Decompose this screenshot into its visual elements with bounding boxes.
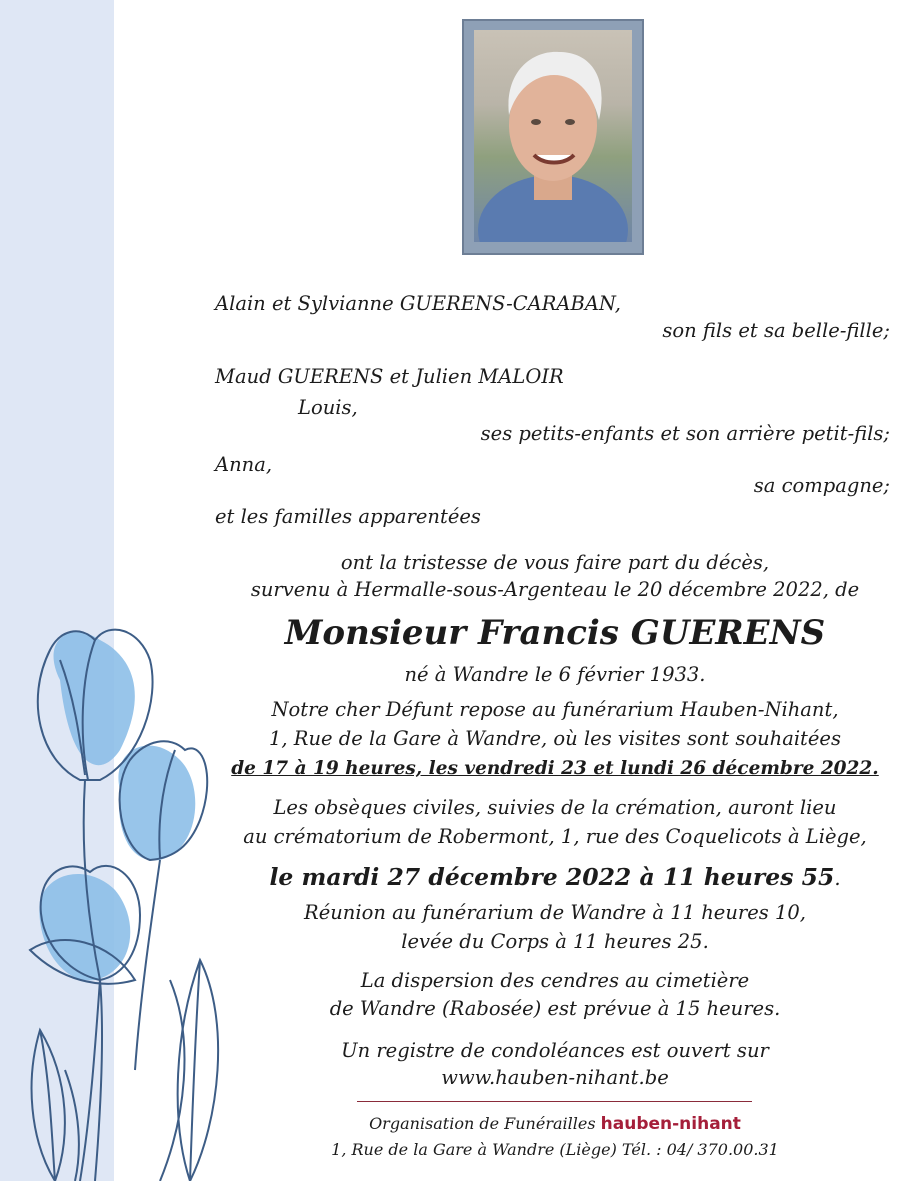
- ceremony-line-1: Les obsèques civiles, suivies de la crémation, auront lieu: [273, 796, 837, 819]
- dispersion-line-1: La dispersion des cendres au cimetière: [360, 969, 750, 992]
- footer-address: 1, Rue de la Gare à Wandre (Liège) Tél. : 04/ 370.00.31: [331, 1140, 779, 1159]
- family-line-1: Alain et Sylvianne GUERENS-CARABAN,: [215, 292, 621, 315]
- visits-line-2: 1, Rue de la Gare à Wandre, où les visites sont souhaitées: [269, 727, 841, 750]
- family-line-7: sa compagne;: [753, 474, 890, 497]
- ceremony-date-dot: .: [834, 867, 841, 890]
- family-line-4: Louis,: [298, 396, 358, 419]
- ceremony-line-4: levée du Corps à 11 heures 25.: [401, 930, 709, 953]
- family-line-8: et les familles apparentées: [215, 505, 481, 528]
- ceremony-date: [215, 865, 895, 891]
- stem-mid: [135, 860, 160, 1070]
- deceased-name: Monsieur Francis GUERENS: [284, 613, 826, 653]
- ceremony-line-2: au crématorium de Robermont, 1, rue des Coquelicots à Liège,: [243, 825, 867, 848]
- visits-line-1: Notre cher Défunt repose au funérarium Hauben-Nihant,: [271, 698, 839, 721]
- portrait-photo: [474, 30, 632, 242]
- family-line-2: son fils et sa belle-fille;: [662, 319, 890, 342]
- leaf-left-vein: [40, 1030, 55, 1181]
- announcement-line-2: survenu à Hermalle-sous-Argenteau le 20 décembre 2022, de: [250, 578, 860, 601]
- dispersion-line-2: de Wandre (Rabosée) est prévue à 15 heures.: [329, 997, 781, 1020]
- leaf-right-vein: [190, 960, 200, 1181]
- portrait-frame: [462, 19, 644, 255]
- register-line-1: Un registre de condoléances est ouvert sur: [341, 1039, 769, 1062]
- family-line-6: Anna,: [215, 453, 273, 476]
- family-line-3: Maud GUERENS et Julien MALOIR: [215, 365, 564, 388]
- family-line-5: ses petits-enfants et son arrière petit-fils;: [480, 422, 890, 445]
- footer-divider: [357, 1101, 752, 1102]
- leaf-right-2: [160, 980, 184, 1181]
- flower-low-petal-fill: [39, 874, 130, 980]
- birth-info: né à Wandre le 6 février 1933.: [404, 663, 706, 686]
- flower-top-petal-fill: [54, 632, 135, 765]
- portrait-figure: [474, 30, 632, 242]
- register-url[interactable]: www.hauben-nihant.be: [441, 1066, 669, 1089]
- visiting-hours: de 17 à 19 heures, les vendredi 23 et lundi 26 décembre 2022.: [231, 758, 879, 779]
- ceremony-date-text: le mardi 27 décembre 2022 à 11 heures 55: [269, 863, 835, 891]
- footer-org: [215, 1112, 895, 1136]
- brand-logo: hauben-nihant: [600, 1114, 741, 1134]
- footer-org-prefix: Organisation de Funérailles: [369, 1114, 596, 1133]
- announcement-line-1: ont la tristesse de vous faire part du décès,: [340, 551, 770, 574]
- leaf-left-2: [65, 1070, 79, 1181]
- leaf-left: [32, 1030, 65, 1181]
- ceremony-line-3: Réunion au funérarium de Wandre à 11 heures 10,: [304, 901, 806, 924]
